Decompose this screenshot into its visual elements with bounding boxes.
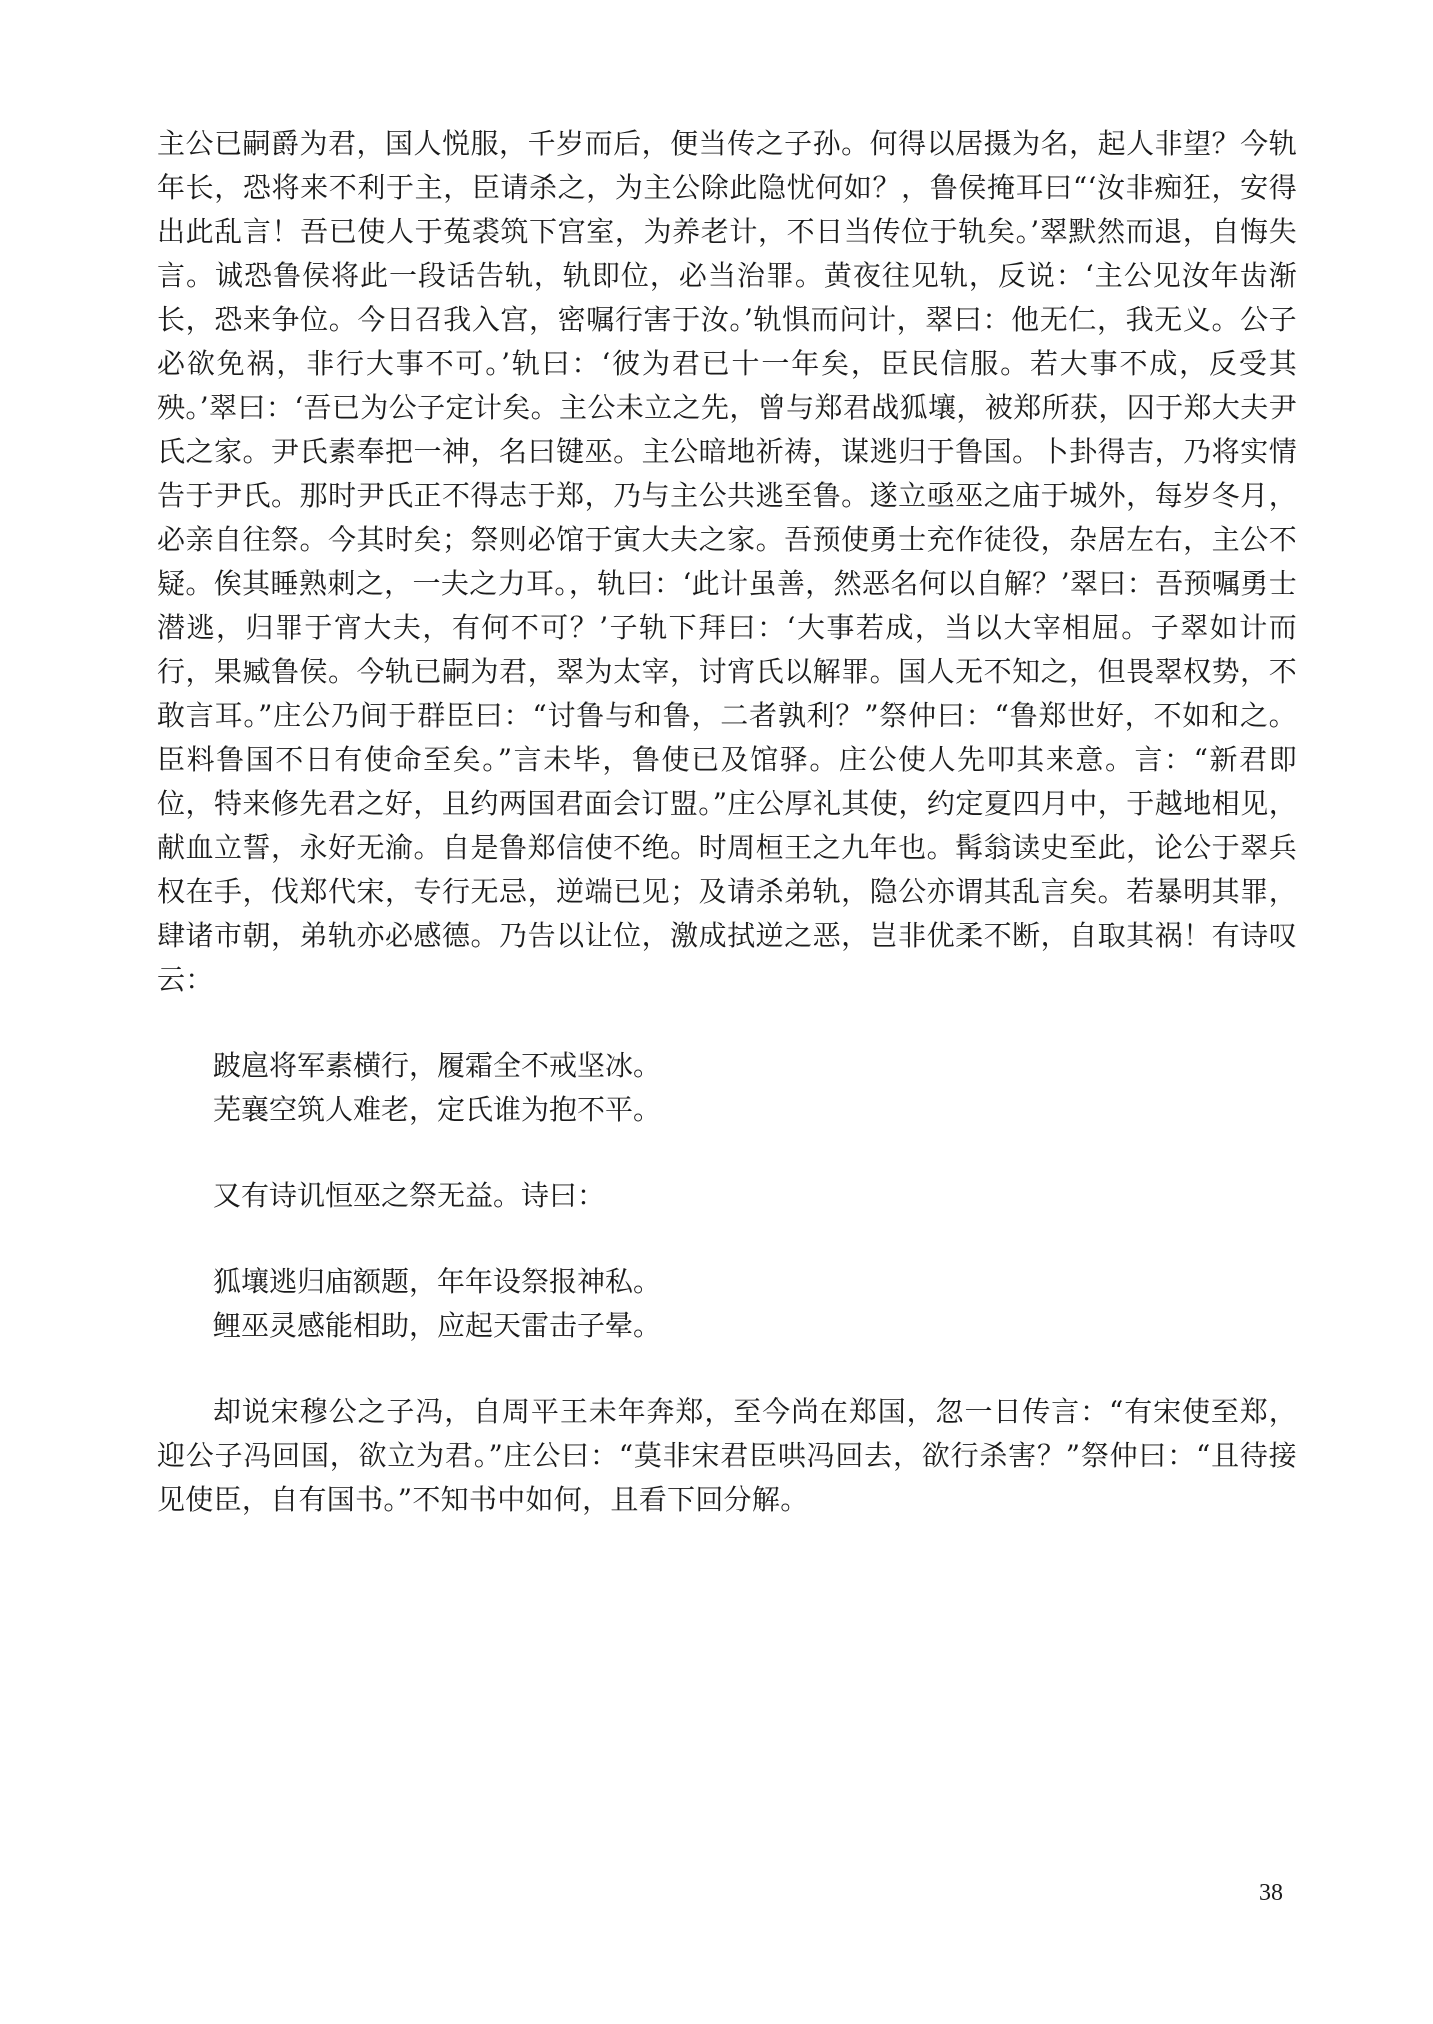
page-number: 38 bbox=[1259, 1880, 1283, 1906]
main-paragraph: 主公已嗣爵为君，国人悦服，千岁而后，便当传之子孙。何得以居摄为名，起人非望？今轨年长，恐将来不利于主，臣请杀之，为主公除此隐忧何如？，鲁侯掩耳曰“‘汝非痴狂，安得出此乱言！吾已使人于菟裘筑下宫室，为养老计，不日当传位于轨矣。’翠默然而退，自悔失言。诚恐鲁侯将此一段话告轨，轨即位，必当治罪。黄夜往见轨，反说：‘主公见汝年齿渐长，恐来争位。今日召我入宫，密嘱行害于汝。’轨惧而问计，翠曰：他无仁，我无义。公子必欲免祸，非行大事不可。’轨曰：‘彼为君已十一年矣，臣民信服。若大事不成，反受其殃。’翠曰：‘吾已为公子定计矣。主公未立之先，曾与郑君战狐壤，被郑所获，囚于郑大夫尹氏之家。尹氏素奉把一神，名曰键巫。主公暗地祈祷，谋逃归于鲁国。卜卦得吉，乃将实情告于尹氏。那时尹氏正不得志于郑，乃与主公共逃至鲁。遂立亟巫之庙于城外，每岁冬月，必亲自往祭。今其时矣；祭则必馆于寅大夫之家。吾预使勇士充作徒役，杂居左右，主公不疑。俟其睡熟刺之，一夫之力耳。，轨曰：‘此计虽善，然恶名何以自解？’翠曰：吾预嘱勇士潜逃，归罪于宵大夫，有何不可？’子轨下拜曰：‘大事若成，当以大宰相屈。子翠如计而行，果臧鲁侯。今轨已嗣为君，翠为太宰，讨宵氏以解罪。国人无不知之，但畏翠权势，不敢言耳。”庄公乃间于群臣曰：“讨鲁与和鲁，二者孰利？”祭仲曰：“鲁郑世好，不如和之。臣料鲁国不日有使命至矣。”言未毕，鲁使已及馆驿。庄公使人先叩其来意。言：“新君即位，特来修先君之好，且约两国君面会订盟。”庄公厚礼其使，约定夏四月中，于越地相见，献血立誓，永好无渝。自是鲁郑信使不绝。时周桓王之九年也。髯翁读史至此，论公于翠兵权在手，伐郑代宋，专行无忌，逆端已见；及请杀弟轨，隐公亦谓其乱言矣。若暴明其罪，肆诸市朝，弟轨亦必感德。乃告以让位，激成拭逆之恶，岂非优柔不断，自取其祸！有诗叹云： bbox=[157, 127, 1297, 996]
final-paragraph: 却说宋穆公之子冯，自周平王未年奔郑，至今尚在郑国，忽一日传言：“有宋使至郑，迎公子冯回国，欲立为君。”庄公曰：“莫非宋君臣哄冯回去，欲行杀害？”祭仲曰：“且待接见使臣，自有国书。”不知书中如何，且看下回分解。 bbox=[157, 1395, 1297, 1516]
spacer bbox=[157, 1002, 1297, 1044]
spacer bbox=[157, 1348, 1297, 1390]
interlude-block bbox=[157, 1174, 1297, 1218]
poem-line: 鲤巫灵感能相助，应起天雷击子晕。 bbox=[213, 1309, 662, 1342]
document-body bbox=[157, 122, 1297, 1522]
poem-line: 跛扈将军素横行，履霜全不戒坚冰。 bbox=[213, 1049, 662, 1082]
poem-second bbox=[157, 1260, 1297, 1348]
poem-line: 狐壤逃归庙额题，年年设祭报神私。 bbox=[213, 1265, 662, 1298]
poem-first bbox=[157, 1044, 1297, 1132]
spacer bbox=[157, 1132, 1297, 1174]
spacer bbox=[157, 1218, 1297, 1260]
poem-line: 芜襄空筑人难老，定氏谁为抱不平。 bbox=[213, 1093, 662, 1126]
interlude-line: 又有诗讥恒巫之祭无益。诗曰： bbox=[213, 1179, 606, 1212]
